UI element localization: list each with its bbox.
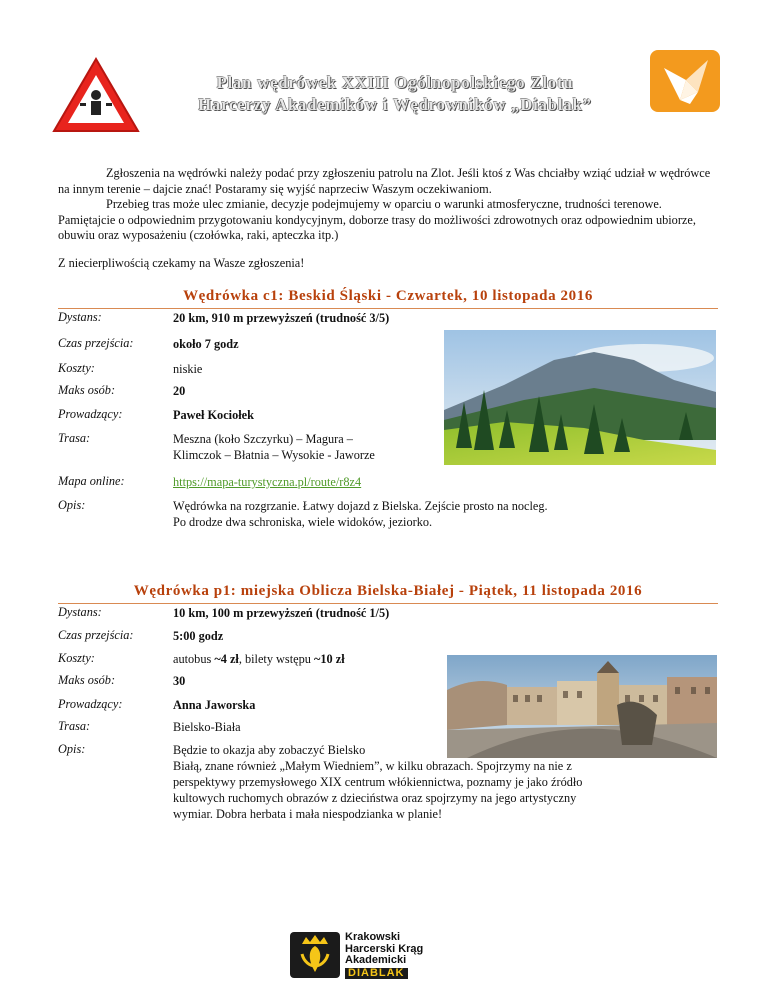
hike1-max-label: Maks osób:: [58, 383, 116, 397]
hike2-distance: 10 km, 100 m przewyższeń (trudność 1/5): [173, 606, 390, 620]
hike1-divider: [58, 308, 718, 309]
footer-logo: [290, 930, 450, 980]
hike1-cost: niskie: [173, 362, 203, 376]
hike1-map-label: Mapa online:: [58, 474, 125, 488]
hike1-leader: Paweł Kociołek: [173, 408, 254, 422]
hike1-max: 20: [173, 384, 186, 398]
hike2-route: Bielsko-Biała: [173, 720, 241, 734]
hike1-distance-label: Dystans:: [58, 310, 102, 324]
hike2-time-label: Czas przejścia:: [58, 628, 134, 642]
hike1-time-label: Czas przejścia:: [58, 336, 134, 350]
hike1-desc-label: Opis:: [58, 498, 86, 512]
hike1-leader-label: Prowadzący:: [58, 407, 123, 421]
hike2-leader: Anna Jaworska: [173, 698, 256, 712]
hike1-desc: Wędrówka na rozgrzanie. Łatwy dojazd z Bielska. Zejście prosto na nocleg. Po drodze dwa schroniska, wiele widoków, jeziorko.: [173, 499, 548, 529]
hike2-desc-label: Opis:: [58, 742, 86, 756]
intro-text: Zgłoszenia na wędrówki należy podać przy zgłoszeniu patrolu na Zlot. Jeśli ktoś z Was chciałby wziąć udział w wędrówce na innym terenie – dajcie znać! Postaramy się wyjść naprzeciw Waszym oczekiwaniom. Przebieg tras może ulec zmianie, decyzje podejmujemy w oparciu o warunki atmosferyczne, trudności terenowe. Pamiętajcie o odpowiednim przygotowaniu kondycyjnym, doborze trasy do możliwości zdrowotnych oraz odpowiednim ubiorze, obuwiu oraz wyposażeniu (czołówka, raki, apteczka itp.): [58, 166, 711, 243]
hike2-max-label: Maks osób:: [58, 673, 116, 687]
town-square-photo: [447, 655, 717, 758]
page-title: Plan wędrówek XXIII Ogólnopolskiego Zlotu Harcerzy Akademików i Wędrowników „Diablak”: [198, 73, 592, 114]
hike2-time: 5:00 godz: [173, 629, 224, 643]
hike1-route: Meszna (koło Szczyrku) – Magura – Klimczok – Błatnia – Wysokie - Jaworze: [173, 432, 375, 462]
warning-sign-logo: [50, 55, 142, 135]
hike1-title: Wędrówka c1: Beskid Śląski - Czwartek, 10 listopada 2016: [183, 288, 593, 304]
hike2-divider: [58, 603, 718, 604]
hike1-map-link[interactable]: https://mapa-turystyczna.pl/route/r8z4: [173, 475, 362, 489]
footer-line3: Akademicki: [345, 954, 407, 966]
hike2-title: Wędrówka p1: miejska Oblicza Bielska-Białej - Piątek, 11 listopada 2016: [133, 583, 643, 599]
hike2-route-label: Trasa:: [58, 719, 91, 733]
footer-line2: Harcerski Krąg: [345, 942, 424, 955]
hike2-distance-label: Dystans:: [58, 605, 102, 619]
hike1-cost-label: Koszty:: [58, 361, 95, 375]
hike1-time: około 7 godz: [173, 337, 239, 351]
footer-line4: DIABLAK: [345, 968, 408, 980]
hike2-desc: Będzie to okazja aby zobaczyć Bielsko Białą, znane również „Małym Wiedniem”, w kilku obrazach. Spojrzymy na nie z perspektywy przemysłowego XIX centrum włókiennictwa, poznamy je jako źródło kultowych ruchomych obrazów z dzieciństwa oraz spojrzymy na jego artystyczny wymiar. Dobra herbata i mała niespodzianka w planie!: [173, 743, 583, 821]
hike2-max: 30: [173, 674, 186, 688]
hike2-cost: autobus ~4 zł, bilety wstępu ~10 zł: [173, 652, 345, 666]
hike1-route-label: Trasa:: [58, 431, 91, 445]
hike2-leader-label: Prowadzący:: [58, 697, 123, 711]
mountain-photo: [444, 330, 716, 465]
intro-closing: Z niecierpliwością czekamy na Wasze zgłoszenia!: [58, 256, 305, 270]
hike1-distance: 20 km, 910 m przewyższeń (trudność 3/5): [173, 311, 390, 325]
footer-line1: Krakowski: [345, 931, 401, 943]
crown-lily-icon: [290, 932, 340, 978]
origami-bird-logo: [650, 50, 720, 112]
hike2-cost-label: Koszty:: [58, 651, 95, 665]
